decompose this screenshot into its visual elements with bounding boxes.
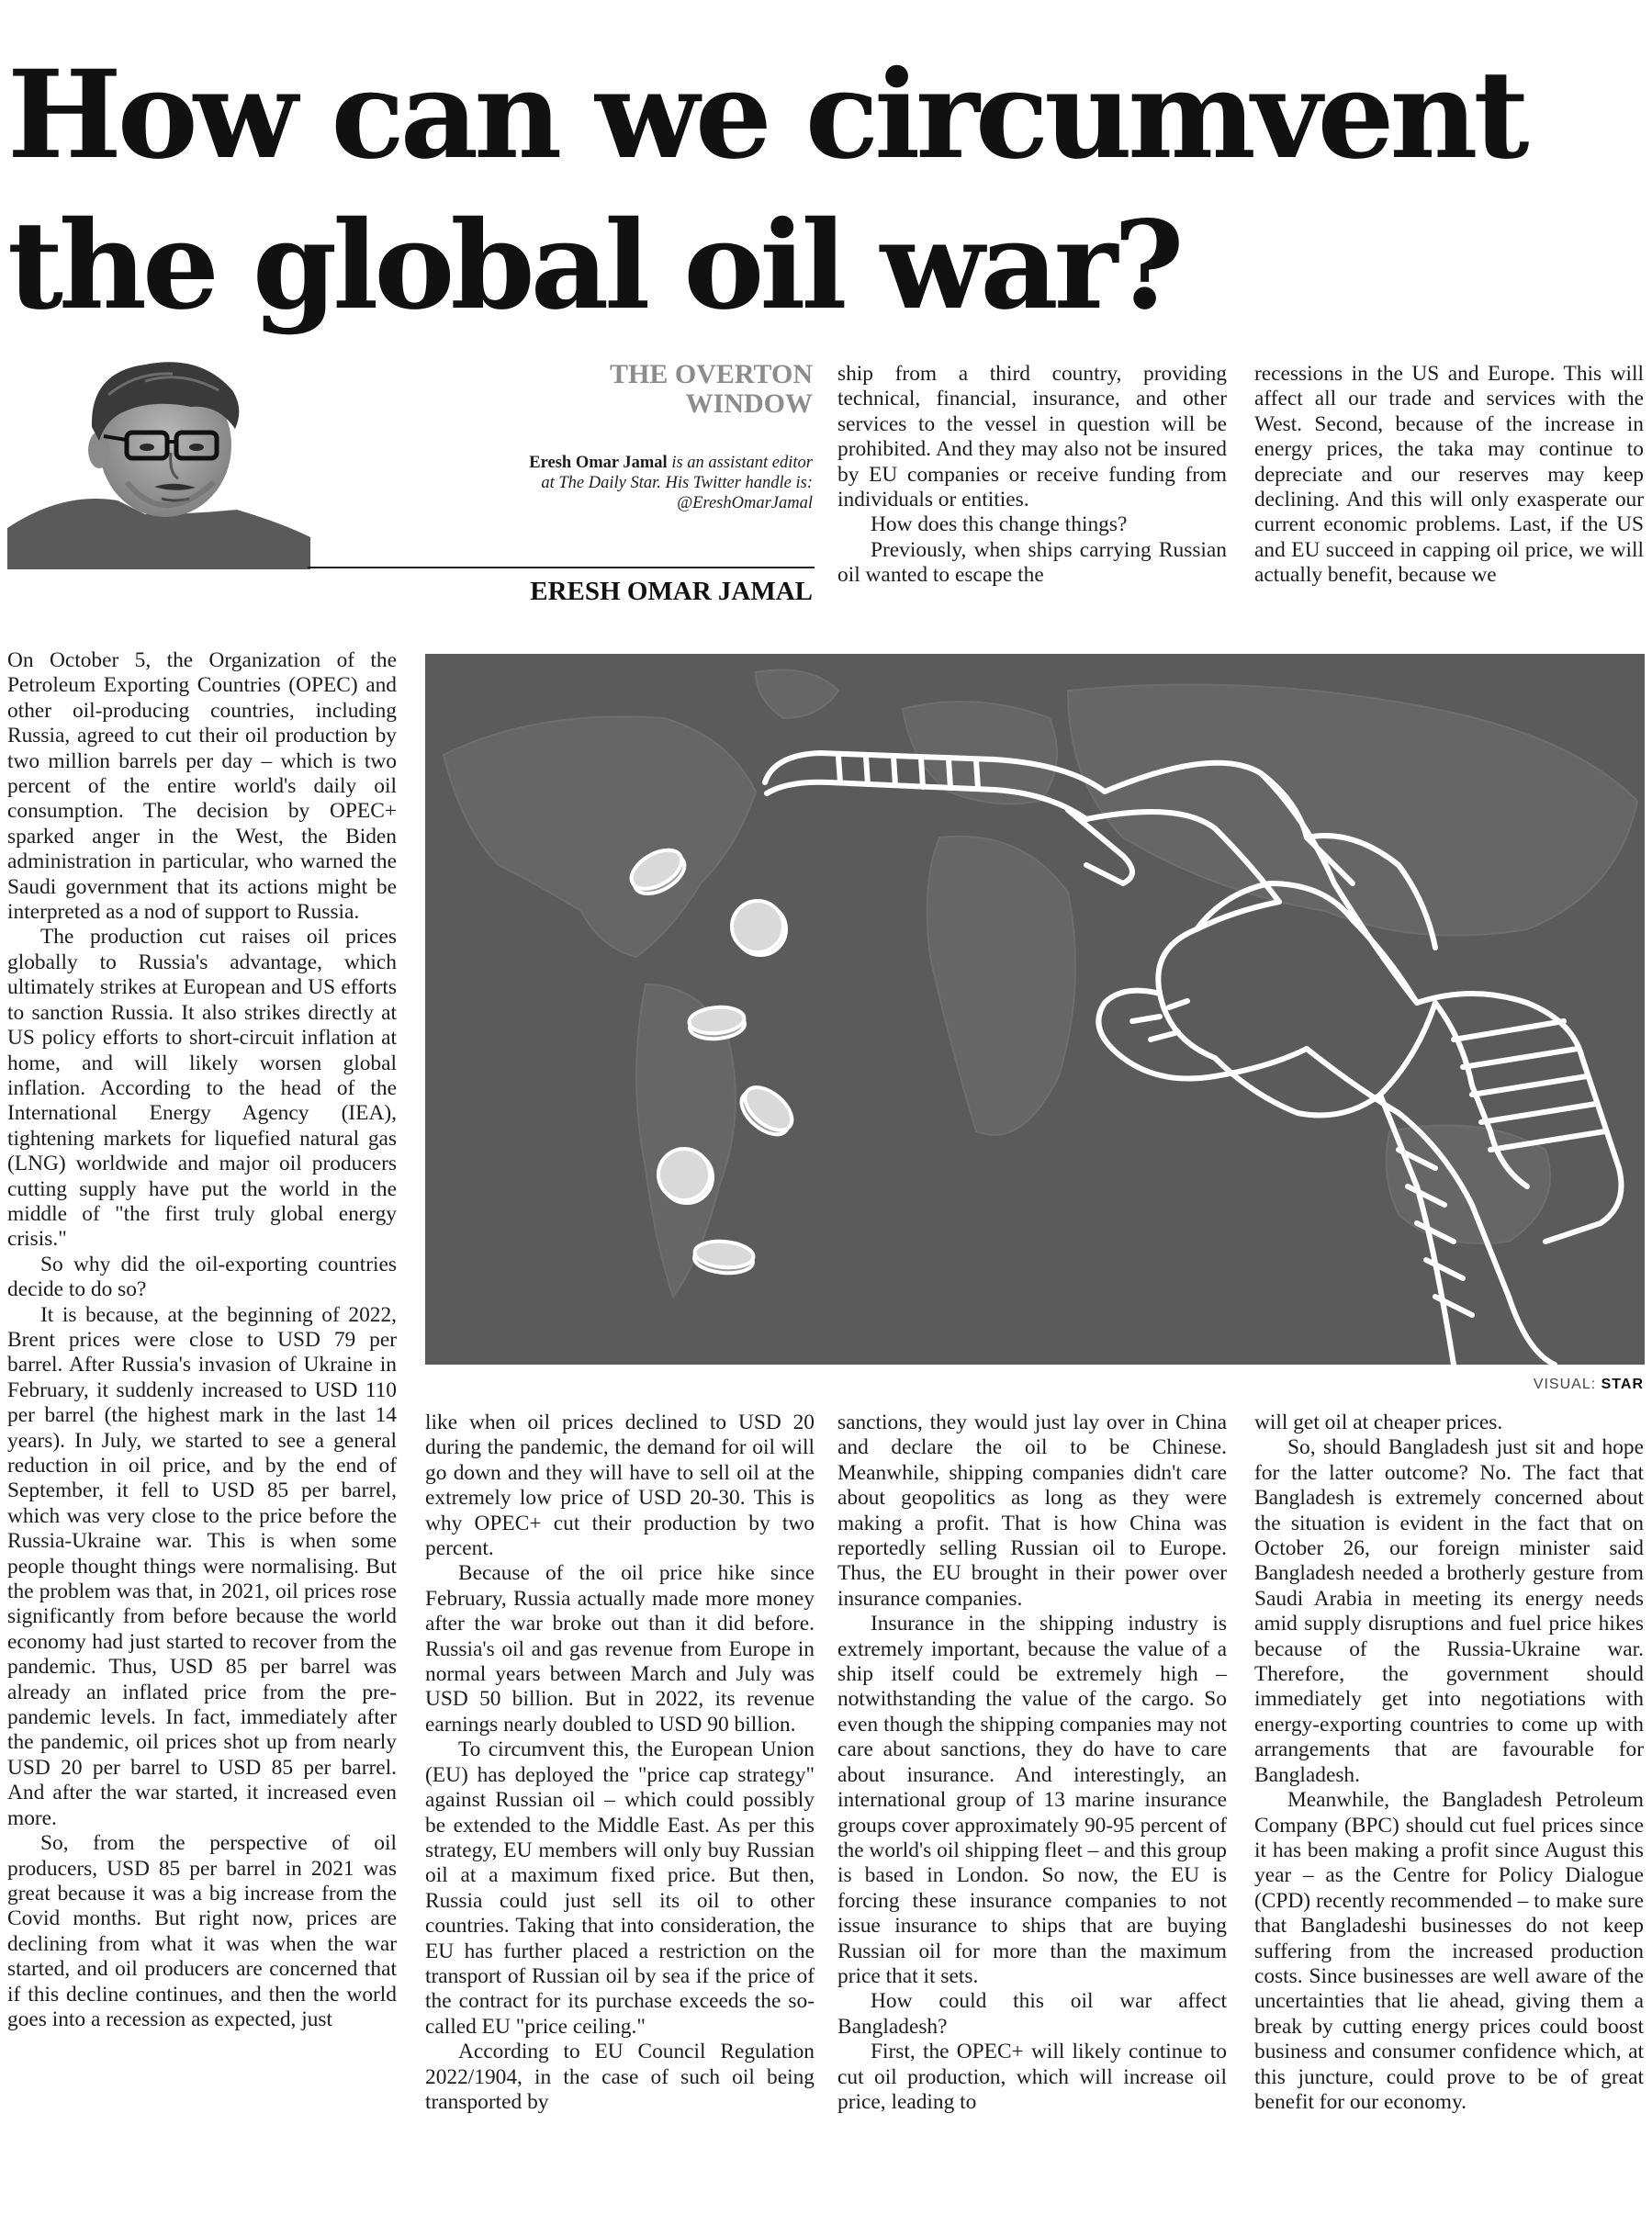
column-d-top (1254, 362, 1644, 589)
column-d (1254, 1411, 1644, 2115)
paragraph: So, should Bangladesh just sit and hope for the latter outcome? No. The fact that Bangladesh is extremely concerned about the situation is evident in the fact that on October 26, our foreign minister said Bangladesh needed a brotherly gesture from Saudi Arabia in meeting its energy needs amid supply disruptions and fuel price hikes because of the Russia-Ukraine war. Therefore, the government should immediately get into negotiations with energy-exporting countries to come up with arrangements that are favourable for Bangladesh. (1254, 1435, 1644, 1787)
byline-rule (308, 567, 815, 568)
paragraph: Meanwhile, the Bangladesh Petroleum Company (BPC) should cut fuel prices since it has been making a profit since August this year – as the Centre for Policy Dialogue (CPD) recently recommended – to make sure that Bangladeshi businesses do not keep suffering from the increased production costs. Since businesses are well aware of the uncertainties that lie ahead, giving them a break by cutting energy prices could boost business and consumer confidence which, at this juncture, could prove to be of great benefit for our economy. (1254, 1788, 1644, 2114)
headline: How can we circumvent the global oil war? (7, 44, 1525, 337)
paragraph: On October 5, the Organization of the Petroleum Exporting Countries (OPEC) and other oil-producing countries, including Russia, agreed to cut their oil production by two million barrels per day – which is two percent of the entire world's daily oil consumption. The decision by OPEC+ sparked anger in the West, the Biden administration in particular, who warned the Saudi government that its actions might be interpreted as a nod of support to Russia. (7, 648, 397, 925)
author-photo (7, 354, 310, 569)
paragraph: Insurance in the shipping industry is extremely important, because the value of a ship itself could be extremely high – notwithstanding the value of the cargo. So even though the shipping companies may not care about sanctions, they do have to care about insurance. And interestingly, an international group of 13 marine insurance groups cover approximately 90-95 percent of the world's oil shipping fleet – and this group is based in London. So now, the EU is forcing these insurance companies to not issue insurance to ships that are buying Russian oil for more than the maximum price that it sets. (837, 1612, 1227, 1988)
column-c-top (837, 362, 1227, 589)
visual-credit-label: VISUAL: (1533, 1377, 1601, 1392)
paragraph: It is because, at the beginning of 2022, Brent prices were close to USD 79 per barrel. After Russia's invasion of Ukraine in February, it suddenly increased to USD 110 per barrel (the highest mark in the last 14 years). In July, we started to see a general reduction in oil price, and by the end of September, it fell to USD 85 per barrel, which was very close to the price before the Russia-Ukraine war. This is when some people thought things were normalising. But the problem was that, in 2021, oil prices rose significantly from before because the world economy had just started to recover from the pandemic. Thus, USD 85 per barrel was already an inflated price from the pre-pandemic levels. In fact, immediately after the pandemic, oil prices shot up from nearly USD 20 per barrel to USD 85 per barrel. And after the war started, it increased even more. (7, 1302, 397, 1830)
author-name: Eresh Omar Jamal (529, 454, 668, 472)
paragraph: Because of the oil price hike since February, Russia actually made more money after the war broke out than it did before. Russia's oil and gas revenue from Europe in normal years between March and July was USD 50 billion. But in 2022, its revenue earnings nearly doubled to USD 90 billion. (425, 1561, 815, 1737)
column-c (837, 1411, 1227, 2115)
paragraph: How could this oil war affect Bangladesh? (837, 1989, 1227, 2039)
paragraph: So why did the oil-exporting countries decide to do so? (7, 1252, 397, 1302)
fuel-nozzle-illustration (425, 654, 1645, 1365)
paragraph: The production cut raises oil prices globally to Russia's advantage, which ultimately strikes at European and US efforts to sanction Russia. It also strikes directly at US policy efforts to short-circuit inflation at home, and will likely worsen global inflation. According to the head of the International Energy Agency (IEA), tightening markets for liquefied natural gas (LNG) worldwide and major oil producers cutting supply have put the world in the middle of "the first truly global energy crisis." (7, 925, 397, 1252)
paragraph: will get oil at cheaper prices. (1254, 1411, 1503, 1434)
author-bio (514, 453, 813, 513)
paragraph: To circumvent this, the European Union (EU) has deployed the "price cap strategy" against Russian oil – which could possibly be extended to the Middle East. As per this strategy, EU members will only buy Russian oil at a maximum fixed price. But then, Russia could just sell its oil to other countries. Taking that into consideration, the EU has further placed a restriction on the transport of Russian oil by sea if the price of the contract for its purchase exceeds the so-called EU "price ceiling." (425, 1737, 815, 2039)
column-a (7, 648, 397, 2032)
author-bio-text: is an assistant editor at The Daily Star. His Twitter handle is: @EreshOmarJamal (541, 454, 813, 512)
visual-credit (1377, 1377, 1644, 1393)
column-name: THE OVERTON WINDOW (610, 359, 813, 419)
column-b (425, 1411, 815, 2115)
visual-credit-source: STAR (1601, 1377, 1644, 1392)
paragraph: like when oil prices declined to USD 20 during the pandemic, the demand for oil will go down and they will have to sell oil at the extremely low price of USD 20-30. This is why OPEC+ cut their production by two percent. (425, 1411, 815, 1561)
paragraph: recessions in the US and Europe. This will affect all our trade and services with the West. Second, because of the increase in energy prices, the taka may continue to depreciate and our reserves may keep declining. And this will only exasperate our current economic problems. Last, if the US and EU succeed in capping oil price, we will actually benefit, because we (1254, 362, 1644, 588)
paragraph: sanctions, they would just lay over in China and declare the oil to be Chinese. Meanwhile, shipping companies didn't care about geopolitics as long as they were making a profit. That is how China was reportedly selling Russian oil to Europe. Thus, the EU brought in their power over insurance companies. (837, 1411, 1227, 1611)
paragraph: ship from a third country, providing technical, financial, insurance, and other services to the vessel in question will be prohibited. And they may also not be insured by EU companies or receive funding from individuals or entities. (837, 362, 1227, 512)
paragraph: How does this change things? (871, 512, 1128, 537)
paragraph: According to EU Council Regulation 2022/1904, in the case of such oil being transported by (425, 2040, 815, 2114)
byline: ERESH OMAR JAMAL (530, 577, 813, 606)
paragraph: So, from the perspective of oil producers, USD 85 per barrel in 2021 was great because it was a big increase from the Covid months. But right now, prices are declining from what it was when the war started, and oil producers are concerned that if this decline continues, and then the world goes into a recession as expected, just (7, 1831, 397, 2031)
paragraph: Previously, when ships carrying Russian oil wanted to escape the (837, 537, 1227, 588)
paragraph: First, the OPEC+ will likely continue to cut oil production, which will increase oil price, leading to (837, 2040, 1227, 2114)
